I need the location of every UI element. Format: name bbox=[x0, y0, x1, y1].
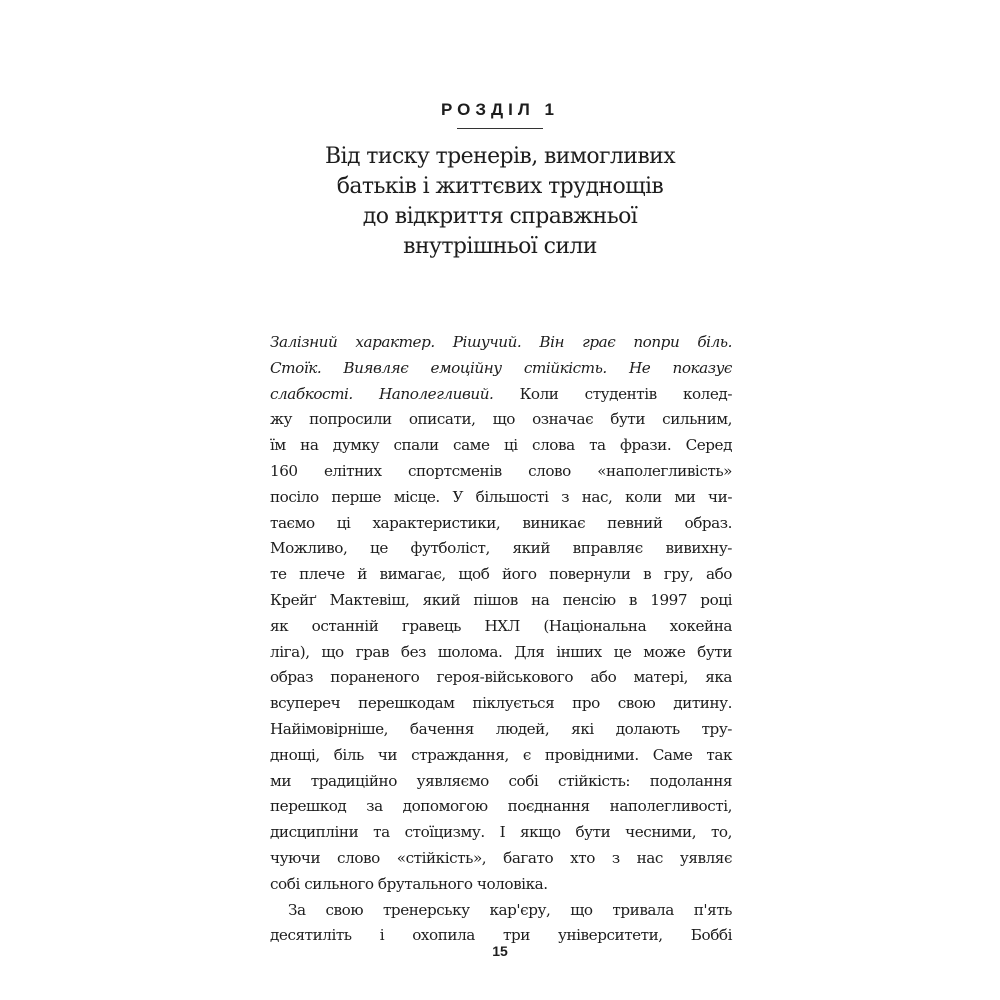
text-line bbox=[270, 872, 732, 898]
chapter-rule bbox=[457, 128, 543, 129]
normal-span: чуючи слово «стійкість», багато хто з нас уявляє bbox=[270, 848, 732, 867]
text-line bbox=[270, 382, 732, 408]
text-line bbox=[270, 485, 732, 511]
text-line bbox=[270, 640, 732, 666]
italic-span: Залізний характер. Рішучий. Він грає попри біль. bbox=[270, 333, 732, 351]
text-line bbox=[270, 562, 732, 588]
page-number: 15 bbox=[492, 943, 508, 959]
chapter-title-line: до відкриття справжньої bbox=[362, 204, 638, 229]
text-line bbox=[270, 330, 732, 356]
normal-span: їм на думку спали саме ці слова та фрази. Серед bbox=[270, 436, 732, 455]
normal-span: ліга), що грав без шолома. Для інших це може бути bbox=[270, 642, 732, 661]
text-line bbox=[270, 356, 732, 382]
normal-span: перешкод за допомогою поєднання наполегливості, bbox=[270, 797, 732, 816]
normal-span: Крейґ Мактевіш, який пішов на пенсію в 1997 році bbox=[270, 590, 732, 609]
text-line bbox=[270, 511, 732, 537]
text-line bbox=[270, 898, 732, 924]
normal-span: 160 елітних спортсменів слово «наполегливість» bbox=[270, 461, 732, 480]
chapter-title-line: батьків і життєвих труднощів bbox=[336, 174, 664, 199]
text-line bbox=[270, 614, 732, 640]
normal-span: жу попросили описати, що означає бути сильним, bbox=[270, 410, 732, 429]
text-line bbox=[270, 794, 732, 820]
normal-span: посіло перше місце. У більшості з нас, коли ми чи- bbox=[270, 487, 732, 506]
normal-span: всупереч перешкодам піклується про свою дитину. bbox=[270, 694, 732, 713]
body-text bbox=[270, 330, 732, 949]
chapter-title bbox=[0, 142, 1000, 262]
normal-span: таємо ці характеристики, виникає певний образ. bbox=[270, 513, 732, 532]
text-line bbox=[270, 846, 732, 872]
text-line bbox=[270, 407, 732, 433]
text-line bbox=[270, 691, 732, 717]
text-line bbox=[270, 769, 732, 795]
normal-span: як останній гравець НХЛ (Національна хокейна bbox=[270, 616, 732, 635]
text-line bbox=[270, 459, 732, 485]
chapter-title-line: Від тиску тренерів, вимогливих bbox=[324, 144, 676, 169]
text-line bbox=[270, 717, 732, 743]
chapter-title-line: внутрішньої сили bbox=[403, 234, 597, 259]
text-line bbox=[270, 588, 732, 614]
text-line bbox=[270, 743, 732, 769]
normal-span: те плече й вимагає, щоб його повернули в гру, або bbox=[270, 565, 732, 584]
text-line bbox=[270, 820, 732, 846]
normal-span: Найімовірніше, бачення людей, які долають тру- bbox=[270, 719, 732, 738]
normal-span: десятиліть і охопила три університети, Боббі bbox=[270, 926, 732, 945]
normal-span: За свою тренерську кар'єру, що тривала п'ять bbox=[288, 900, 732, 919]
normal-span: собі сильного брутального чоловіка. bbox=[270, 874, 548, 893]
normal-span: днощі, біль чи страждання, є провідними. Саме так bbox=[270, 745, 732, 764]
normal-span: ми традиційно уявляємо собі стійкість: подолання bbox=[270, 771, 732, 790]
italic-span: слабкості. Наполегливий. bbox=[270, 384, 494, 403]
normal-span: дисципліни та стоїцизму. І якщо бути чесними, то, bbox=[270, 823, 732, 842]
chapter-label: РОЗДІЛ 1 bbox=[441, 100, 559, 119]
normal-span: Коли студентів колед- bbox=[493, 384, 733, 403]
text-line bbox=[270, 433, 732, 459]
text-line bbox=[270, 536, 732, 562]
italic-span: Стоїк. Виявляє емоційну стійкість. Не показує bbox=[270, 358, 732, 377]
normal-span: образ пораненого героя-військового або матері, яка bbox=[270, 668, 732, 687]
normal-span: Можливо, це футболіст, який вправляє вивихну- bbox=[270, 539, 732, 558]
text-line bbox=[270, 665, 732, 691]
